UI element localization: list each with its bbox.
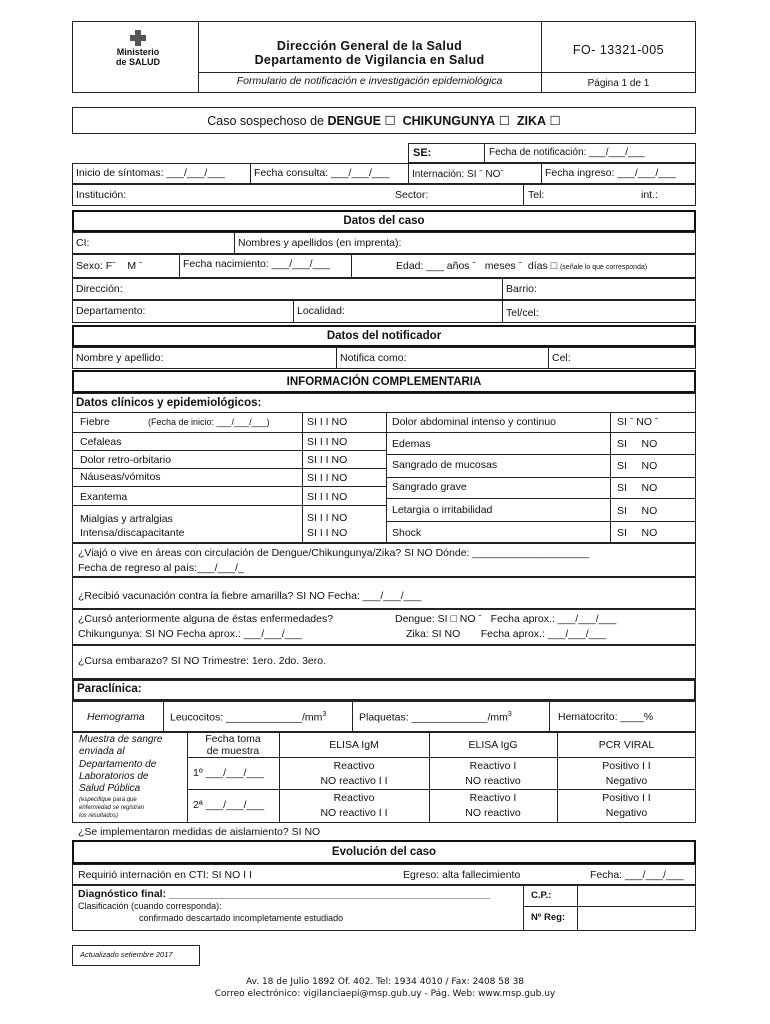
dolor-retro-sino[interactable]: SI I I NO xyxy=(307,454,348,466)
letargia-label: Letargia o irritabilidad xyxy=(392,504,493,516)
info-title: INFORMACIÓN COMPLEMENTARIA xyxy=(286,376,482,388)
grid-line xyxy=(386,454,696,455)
footer-address: Av. 18 de Julio 1892 Of. 402. Tel: 1934 4010 / Fax: 2408 58 38 xyxy=(245,977,525,987)
especifique-line: (especifique para que xyxy=(79,797,137,803)
grid-line xyxy=(386,477,696,478)
se-divider xyxy=(484,143,485,163)
divider xyxy=(549,701,550,732)
zika-sino: Zika: SI NO xyxy=(406,628,461,640)
pcr-2-negativo[interactable]: Negativo xyxy=(605,807,648,819)
clinicos-title: Datos clínicos y epidemiológicos: xyxy=(76,397,262,409)
pcr-header: PCR VIRAL xyxy=(598,739,655,751)
case-chikungunya: CHIKUNGUNYA xyxy=(402,114,496,128)
divider xyxy=(187,757,696,758)
footer-email: Correo electrónico: vigilanciaepi@msp.gub.uy - Pág. Web: www.msp.gub.uy xyxy=(214,989,556,999)
edad-anos: Edad: ___ años xyxy=(396,260,470,272)
fecha-regreso[interactable]: Fecha de regreso al país:___/___/_ xyxy=(78,562,244,574)
divider xyxy=(351,254,352,278)
leucocitos-label: Leucocitos: _____________/mm xyxy=(170,711,323,724)
tel[interactable]: Tel: xyxy=(528,189,545,201)
sup-3: 3 xyxy=(507,711,512,718)
grid-line xyxy=(386,521,696,522)
logo-line-1: Ministerio xyxy=(116,47,160,57)
sangrado-grave-label: Sangrado grave xyxy=(392,481,467,493)
notificador-header xyxy=(72,325,696,347)
exantema-sino[interactable]: SI I I NO xyxy=(307,491,348,503)
divider xyxy=(352,701,353,732)
edemas-label: Edemas xyxy=(392,438,431,450)
dolor-abdominal-sino[interactable]: SI ˉ NO ˉ xyxy=(617,416,659,428)
sangrado-grave-sino[interactable] xyxy=(617,482,657,494)
igg-1-no-reactivo[interactable]: NO reactivo xyxy=(465,775,521,787)
cefaleas-label: Cefaleas xyxy=(80,436,122,448)
divider xyxy=(163,701,164,732)
grid-line xyxy=(72,432,696,433)
dengue-checkbox[interactable]: ☐ xyxy=(384,114,396,128)
ministry-logo xyxy=(108,30,168,74)
intensa-sino[interactable]: SI I I NO xyxy=(307,527,348,539)
header-page-line xyxy=(541,72,696,73)
pcr-1-negativo[interactable]: Negativo xyxy=(605,775,648,787)
divider xyxy=(234,232,235,254)
fiebre-fecha[interactable]: (Fecha de inicio: ___/___/___) xyxy=(148,417,270,427)
grid-line xyxy=(72,412,696,413)
fecha-consulta[interactable]: Fecha consulta: ___/___/___ xyxy=(254,167,390,179)
exantema-label: Exantema xyxy=(80,491,128,503)
elisa-igg-header: ELISA IgG xyxy=(468,739,518,751)
igm-2-reactivo[interactable]: Reactivo xyxy=(333,792,375,804)
igm-1-no-reactivo[interactable]: NO reactivo I I xyxy=(320,775,388,787)
chikungunya-prev[interactable]: Chikungunya: SI NO Fecha aprox.: ___/___/___ xyxy=(78,628,303,640)
cp-label: C.P.: xyxy=(531,890,552,901)
cefaleas-sino[interactable]: SI I I NO xyxy=(307,436,348,448)
no-option: NO xyxy=(641,460,658,472)
plaquetas-label: Plaquetas: _____________/mm xyxy=(359,711,508,724)
divider xyxy=(250,163,251,184)
sexo-field[interactable]: Sexo: Fˉ M ˉ xyxy=(76,260,143,272)
nauseas-label: Náuseas/vómitos xyxy=(80,471,161,483)
zika-prev[interactable] xyxy=(406,628,606,640)
igg-2-no-reactivo[interactable]: NO reactivo xyxy=(465,807,521,819)
header-subtitle: Formulario de notificación e investigación epidemiológica xyxy=(236,75,503,87)
page-number: Página 1 de 1 xyxy=(587,78,650,89)
especifique-line: enfermedad se registran xyxy=(79,805,145,811)
dengue-si: Dengue: SI xyxy=(395,613,448,625)
letargia-sino[interactable] xyxy=(617,505,657,517)
divider xyxy=(336,347,337,369)
internacion[interactable]: Internación: SI ˉ NOˉ xyxy=(412,169,504,180)
dengue-fecha: Fecha aprox.: ___/___/___ xyxy=(490,613,617,625)
no-option: NO xyxy=(641,438,658,450)
igg-2-reactivo[interactable]: Reactivo I xyxy=(469,792,517,804)
divider xyxy=(523,885,524,931)
clasificacion-label: Clasificación (cuando corresponda): xyxy=(78,901,222,911)
localidad-field[interactable]: Localidad: xyxy=(297,305,345,317)
igm-1-reactivo[interactable]: Reactivo xyxy=(333,760,375,772)
no-option: NO xyxy=(641,482,658,494)
senale-note: (señale lo que corresponda) xyxy=(559,264,648,271)
edemas-sino[interactable] xyxy=(617,438,657,450)
especifique-line: los resultados) xyxy=(79,813,119,819)
no-option: NO xyxy=(641,527,658,539)
internacion-no: NO xyxy=(485,169,501,180)
sup-3: 3 xyxy=(322,711,327,718)
divider xyxy=(502,300,503,323)
si-option: SI xyxy=(617,527,627,539)
fecha-nacimiento[interactable]: Fecha nacimiento: ___/___/___ xyxy=(183,258,331,270)
cti-question[interactable]: Requirió internación en CTI: SI NO I I xyxy=(78,869,252,881)
fiebre-label: Fiebre xyxy=(80,416,110,428)
institucion[interactable]: Institución: xyxy=(76,189,127,201)
diagnostico-final[interactable]: Diagnóstico final: _______________________________________________________ xyxy=(78,888,491,900)
notif-row-2 xyxy=(72,184,696,206)
fecha-ingreso[interactable]: Fecha ingreso: ___/___/___ xyxy=(545,167,676,179)
no-option: NO xyxy=(636,416,653,428)
muestra-line: Muestra de sangre xyxy=(79,734,163,745)
dengue-no: NO xyxy=(459,613,476,625)
sector[interactable]: Sector: xyxy=(395,189,429,201)
embarazo-question[interactable]: ¿Cursa embarazo? SI NO Trimestre: 1ero. 2do. 3ero. xyxy=(78,655,327,667)
zika-checkbox[interactable]: ☐ xyxy=(549,114,561,128)
edad-field[interactable]: Edad: ___ años ˉ meses ˉ días □ (señale lo que corresponda) xyxy=(396,260,648,272)
elisa-igm-header: ELISA IgM xyxy=(329,739,379,751)
direccion-field[interactable]: Dirección: xyxy=(76,283,123,295)
viajo-question[interactable]: ¿Viajó o vive en áreas con circulación de Dengue/Chikungunya/Zika? SI NO Dónde: ____________________ xyxy=(78,547,590,559)
leucocitos-field[interactable] xyxy=(170,711,326,724)
datos-caso-header xyxy=(72,210,696,232)
caso-row-3 xyxy=(72,278,696,300)
hemograma-label: Hemograma xyxy=(87,711,145,723)
igm-2-no-reactivo[interactable]: NO reactivo I I xyxy=(320,807,388,819)
fecha-toma-header-2: de muestra xyxy=(206,745,260,757)
chikungunya-checkbox[interactable]: ☐ xyxy=(498,114,510,128)
igg-1-reactivo[interactable]: Reactivo I xyxy=(469,760,517,772)
divider xyxy=(541,163,542,184)
muestra-2-fecha[interactable]: 2ª ___/___/___ xyxy=(193,799,265,811)
si-option: SI xyxy=(617,438,627,450)
sangrado-mucosas-label: Sangrado de mucosas xyxy=(392,459,498,471)
si-option: SI xyxy=(617,416,627,428)
case-zika: ZIKA xyxy=(516,114,547,128)
muestra-line: Departamento de xyxy=(79,758,157,770)
evolucion-title: Evolución del caso xyxy=(331,846,437,858)
datos-caso-title: Datos del caso xyxy=(343,215,425,227)
divider xyxy=(577,885,578,931)
notifica-como[interactable]: Notifica como: xyxy=(340,352,407,364)
divider xyxy=(187,789,696,790)
fecha-notificacion[interactable]: Fecha de notificación: ___/___/___ xyxy=(489,147,645,158)
edad-dias: días xyxy=(527,260,548,272)
barrio-field[interactable]: Barrio: xyxy=(506,283,537,295)
curso-question: ¿Cursó anteriormente alguna de éstas enfermedades? xyxy=(78,613,334,625)
clasificacion-options[interactable]: confirmado descartado incompletamente estudiado xyxy=(139,913,344,923)
nauseas-sino[interactable]: SI I I NO xyxy=(307,472,348,484)
fecha-toma-header-1: Fecha toma xyxy=(205,733,261,745)
si-option: SI xyxy=(617,460,627,472)
logo-line-2: de SALUD xyxy=(115,57,160,67)
grid-line xyxy=(386,498,696,499)
internacion-si: Internación: SI xyxy=(412,169,477,180)
zika-fecha: Fecha aprox.: ___/___/___ xyxy=(480,628,607,640)
divider xyxy=(293,300,294,323)
ci-field[interactable]: CI: xyxy=(76,237,90,249)
muestra-line: enviada al xyxy=(79,746,125,758)
muestra-line: Laboratorios de xyxy=(79,770,149,782)
divider xyxy=(548,347,549,369)
grid-line xyxy=(72,450,386,451)
sexo-f: Sexo: F xyxy=(76,260,113,272)
info-header xyxy=(72,370,696,393)
form-code: FO- 13321-005 xyxy=(572,43,665,57)
shock-label: Shock xyxy=(392,527,422,539)
pcr-1-positivo[interactable]: Positivo I I xyxy=(602,760,651,772)
divider xyxy=(179,254,180,278)
dolor-retro-label: Dolor retro-orbitario xyxy=(80,454,172,466)
notificador-title: Datos del notificador xyxy=(326,330,442,342)
actualizado-label: Actualizado setiembre 2017 xyxy=(80,950,173,959)
egreso-fecha[interactable]: Fecha: ___/___/___ xyxy=(590,869,684,881)
se-label: SE: xyxy=(413,147,432,159)
divider xyxy=(523,906,696,907)
shock-sino[interactable] xyxy=(617,527,657,539)
notificador-nombre[interactable]: Nombre y apellido: xyxy=(76,352,164,364)
dolor-abdominal-label: Dolor abdominal intenso y continuo xyxy=(392,416,557,428)
paraclinica-header xyxy=(72,679,696,701)
case-line xyxy=(72,113,696,128)
edad-meses: meses xyxy=(484,260,516,272)
muestra-label xyxy=(79,734,162,795)
telcel-field[interactable]: Tel/cel: xyxy=(506,307,539,319)
si-option: SI xyxy=(617,482,627,494)
divider xyxy=(408,163,409,184)
caso-row-4 xyxy=(72,300,696,323)
intensa-label: Intensa/discapacitante xyxy=(80,527,185,539)
si-option: SI xyxy=(617,505,627,517)
case-prefix: Caso sospechoso de xyxy=(207,114,324,128)
mialgias-sino[interactable]: SI I I NO xyxy=(307,512,348,524)
mialgias-label: Mialgias y artralgias xyxy=(80,513,173,525)
egreso-question[interactable]: Egreso: alta fallecimiento xyxy=(403,869,521,881)
evolucion-header xyxy=(72,840,696,864)
tel-int[interactable]: int.: xyxy=(641,189,658,201)
pcr-2-positivo[interactable]: Positivo I I xyxy=(602,792,651,804)
sexo-m: M xyxy=(127,260,137,272)
divider xyxy=(523,184,524,206)
inicio-sintomas[interactable]: Inicio de síntomas: ___/___/___ xyxy=(76,167,225,179)
dengue-prev[interactable]: Dengue: SI □ NO ˉ Fecha aprox.: ___/___/___ xyxy=(395,613,617,625)
header-title-2: Departamento de Vigilancia en Salud xyxy=(254,53,485,67)
muestra-1-fecha[interactable]: 1º ___/___/___ xyxy=(193,767,264,779)
header-title-1: Dirección General de la Salud xyxy=(276,39,463,53)
cross-icon xyxy=(130,30,146,46)
grid-line xyxy=(72,486,386,487)
nombres-field[interactable]: Nombres y apellidos (en imprenta): xyxy=(238,237,402,249)
divider xyxy=(502,278,503,300)
case-dengue: DENGUE xyxy=(327,114,381,128)
sangrado-mucosas-sino[interactable] xyxy=(617,460,657,472)
departamento-field[interactable]: Departamento: xyxy=(76,305,146,317)
especifique-note xyxy=(79,796,144,820)
aislamiento-question[interactable]: ¿Se implementaron medidas de aislamiento? SI NO xyxy=(78,826,321,838)
vacuna-question[interactable]: ¿Recibió vacunación contra la fiebre amarilla? SI NO Fecha: ___/___/___ xyxy=(78,590,422,602)
paraclinica-title: Paraclínica: xyxy=(77,683,142,695)
hematocrito-field[interactable]: Hematocrito: ____% xyxy=(558,711,654,723)
plaquetas-field[interactable] xyxy=(359,711,512,724)
grid-line xyxy=(72,505,386,506)
grid-line xyxy=(72,468,386,469)
header-subtitle-line xyxy=(198,72,541,73)
no-option: NO xyxy=(641,505,658,517)
nreg-label: Nº Reg: xyxy=(531,912,566,923)
notificador-cel[interactable]: Cel: xyxy=(552,352,571,364)
muestra-line: Salud Pública xyxy=(79,783,141,795)
fiebre-sino[interactable]: SI I I NO xyxy=(307,416,348,428)
